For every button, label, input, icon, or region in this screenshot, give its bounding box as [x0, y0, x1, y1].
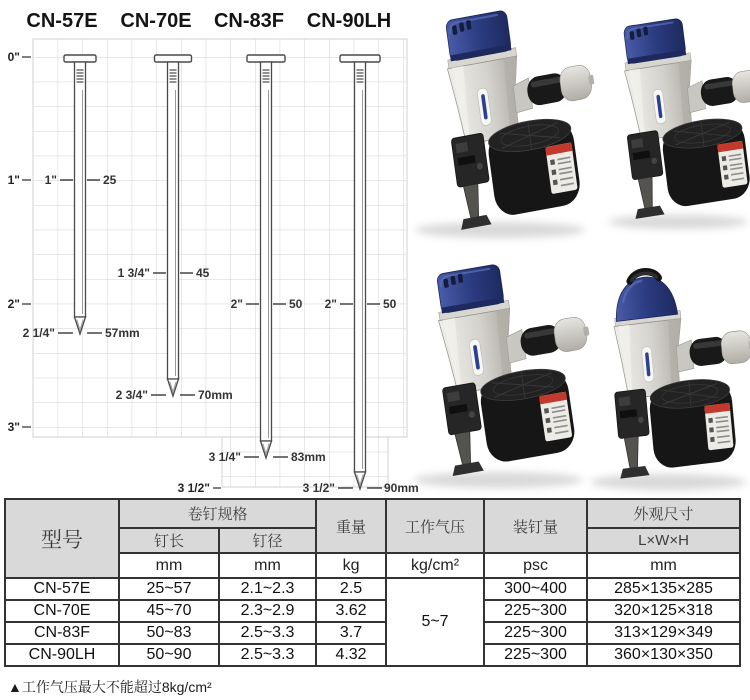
cell-diameter: 2.5~3.3	[219, 622, 316, 644]
max-length-mm-cn57e: 57mm	[105, 326, 140, 340]
min-length-inch-cn83f: 2"	[230, 297, 243, 311]
header-weight: 重量	[316, 499, 386, 553]
spec-table	[4, 498, 741, 667]
cell-dims: 285×135×285	[587, 578, 740, 600]
max-length-inch-cn83f: 3 1/4"	[208, 450, 241, 464]
axis-tick-1in: 1"	[7, 173, 20, 187]
cell-capacity: 225~300	[484, 622, 587, 644]
cell-dims: 313×129×349	[587, 622, 740, 644]
header-nail-length: 钉长	[119, 528, 219, 553]
header-nail-diameter: 钉径	[219, 528, 316, 553]
unit-capacity-psc: psc	[484, 553, 587, 578]
cell-length: 45~70	[119, 600, 219, 622]
min-length-inch-cn57e: 1"	[44, 173, 57, 187]
product-photo-coil-nailer-1	[433, 0, 610, 230]
cell-weight: 3.62	[316, 600, 386, 622]
cell-length: 25~57	[119, 578, 219, 600]
product-photo-coil-nailer-4	[602, 259, 750, 478]
header-load-capacity: 装钉量	[484, 499, 587, 553]
cell-model: CN-83F	[5, 622, 119, 644]
unit-pressure-kgcm2: kg/cm²	[386, 553, 484, 578]
cell-dims: 360×130×350	[587, 644, 740, 666]
min-length-inch-cn70e: 1 3/4"	[117, 266, 150, 280]
max-length-mm-cn90lh: 90mm	[384, 481, 419, 495]
min-length-mm-cn90lh: 50	[383, 297, 397, 311]
cell-length: 50~83	[119, 622, 219, 644]
header-air-pressure: 工作气压	[386, 499, 484, 553]
cell-weight: 3.7	[316, 622, 386, 644]
table-row-cn57e	[5, 578, 740, 600]
cell-pressure-merged: 5~7	[386, 578, 484, 666]
max-length-inch-cn70e: 2 3/4"	[115, 388, 148, 402]
table-row-cn90lh	[5, 644, 740, 666]
nail-size-diagram	[0, 0, 420, 500]
max-length-inch-cn90lh: 3 1/2"	[302, 481, 335, 495]
model-title-cn83f: CN-83F	[213, 10, 285, 32]
model-title-cn90lh: CN-90LH	[306, 10, 392, 32]
photo-shadow	[415, 222, 585, 238]
axis-tick-3in: 3"	[7, 420, 20, 434]
min-length-inch-cn90lh: 2"	[324, 297, 337, 311]
cell-capacity: 225~300	[484, 600, 587, 622]
cell-length: 50~90	[119, 644, 219, 666]
product-photo-coil-nailer-3	[424, 250, 606, 476]
header-model: 型号	[5, 499, 119, 578]
model-title-cn57e: CN-57E	[26, 10, 98, 32]
min-length-mm-cn70e: 45	[196, 266, 210, 280]
header-lwh: L×W×H	[587, 528, 740, 553]
model-title-cn70e: CN-70E	[120, 10, 192, 32]
cell-capacity: 300~400	[484, 578, 587, 600]
axis-tick-3-5in: 3 1/2"	[177, 481, 210, 495]
unit-dims-mm: mm	[587, 553, 740, 578]
max-length-mm-cn70e: 70mm	[198, 388, 233, 402]
product-photo-coil-nailer-2	[611, 6, 750, 218]
min-length-mm-cn83f: 50	[289, 297, 303, 311]
cell-weight: 2.5	[316, 578, 386, 600]
header-coil-nail-spec: 卷钉规格	[119, 499, 316, 528]
unit-weight-kg: kg	[316, 553, 386, 578]
max-length-inch-cn57e: 2 1/4"	[22, 326, 55, 340]
cell-model: CN-57E	[5, 578, 119, 600]
cell-model: CN-70E	[5, 600, 119, 622]
photo-shadow	[608, 215, 748, 229]
product-photo-panel	[388, 0, 750, 500]
unit-length-mm: mm	[119, 553, 219, 578]
photo-shadow	[413, 472, 583, 488]
max-length-mm-cn83f: 83mm	[291, 450, 326, 464]
measurement-grid-main	[33, 39, 407, 437]
cell-diameter: 2.1~2.3	[219, 578, 316, 600]
min-length-mm-cn57e: 25	[103, 173, 117, 187]
cell-model: CN-90LH	[5, 644, 119, 666]
axis-tick-2in: 2"	[7, 297, 20, 311]
cell-dims: 320×125×318	[587, 600, 740, 622]
photo-shadow	[590, 474, 746, 490]
cell-weight: 4.32	[316, 644, 386, 666]
table-row-cn83f	[5, 622, 740, 644]
cell-diameter: 2.3~2.9	[219, 600, 316, 622]
header-dimensions: 外观尺寸	[587, 499, 740, 528]
axis-tick-0in: 0"	[7, 50, 20, 64]
cell-capacity: 225~300	[484, 644, 587, 666]
unit-diameter-mm: mm	[219, 553, 316, 578]
cell-diameter: 2.5~3.3	[219, 644, 316, 666]
table-header-row-1	[5, 499, 740, 528]
table-row-cn70e	[5, 600, 740, 622]
pressure-footnote: ▲工作气压最大不能超过8kg/cm²	[8, 679, 212, 695]
